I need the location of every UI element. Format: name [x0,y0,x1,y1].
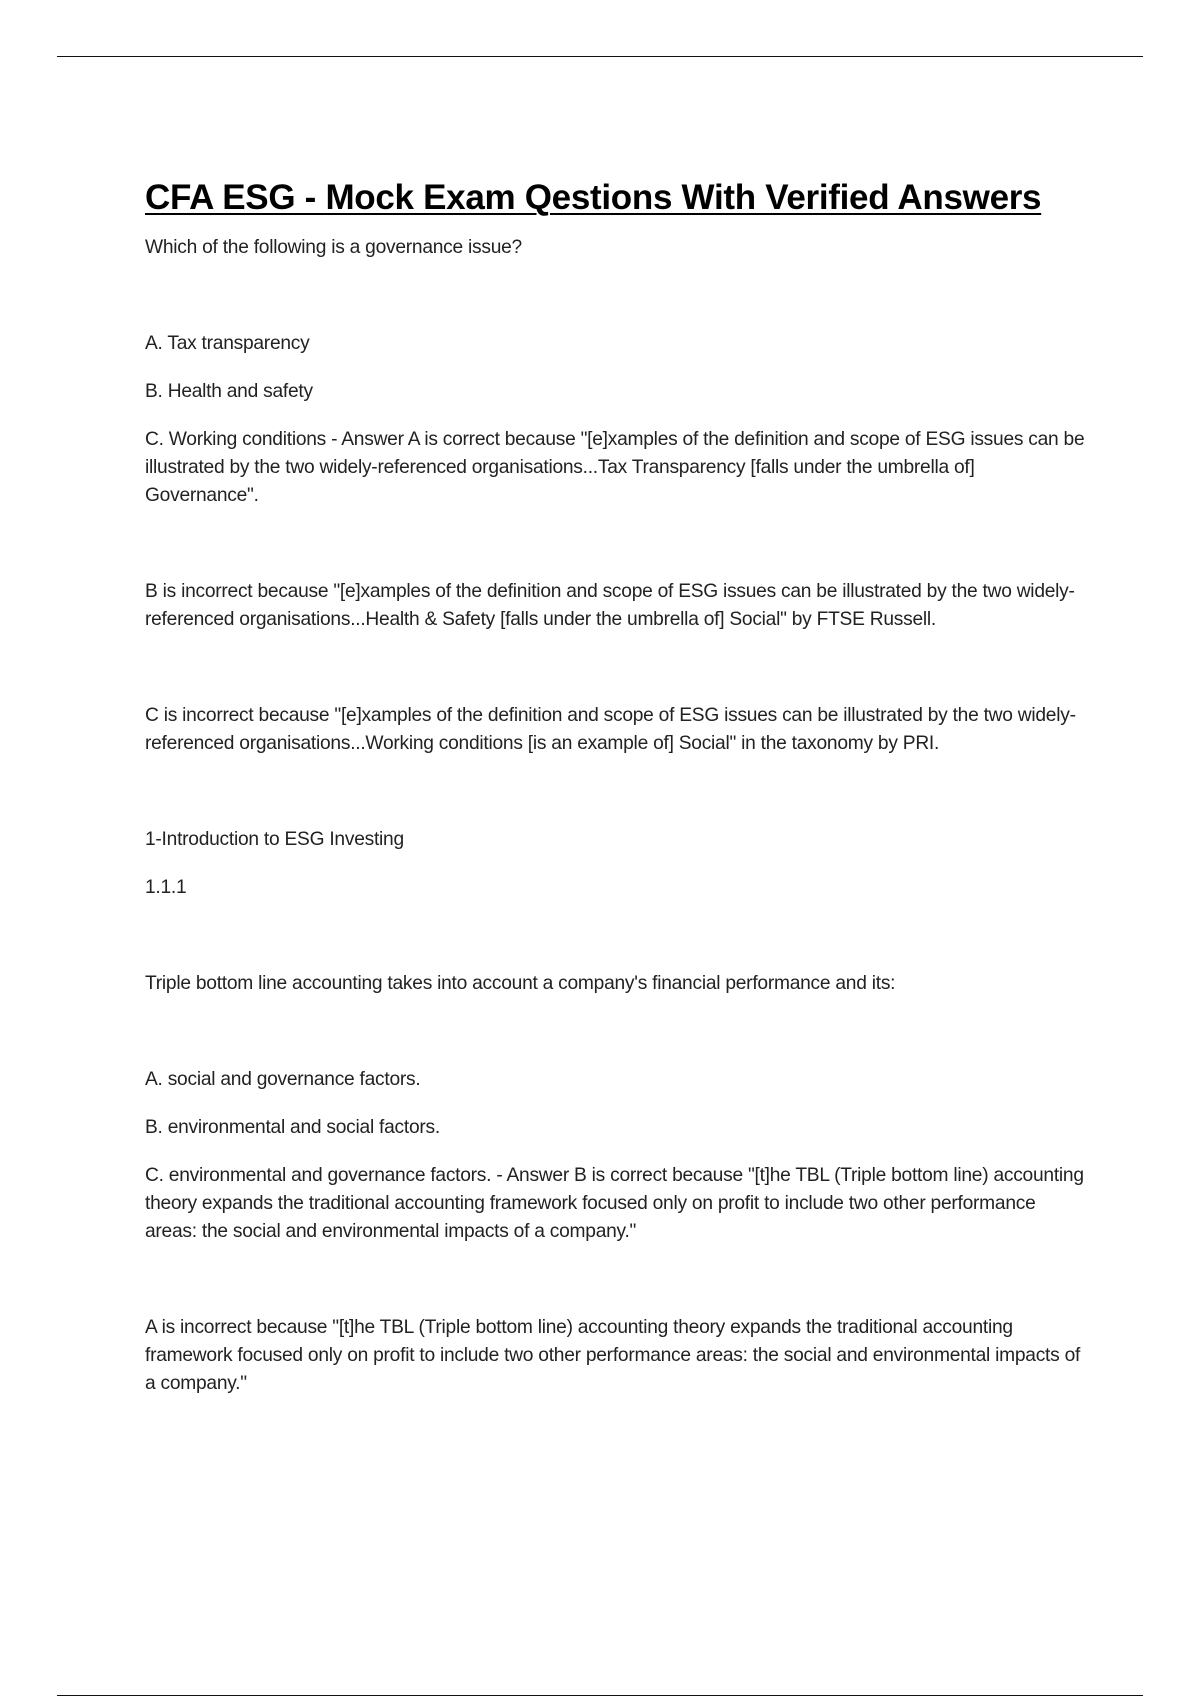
header-rule [57,56,1143,57]
question-2-option-c-answer: C. environmental and governance factors. - Answer B is correct because "[t]he TBL (Triple bottom line) accounting theory expands the traditional accounting framework focused only on profit to include two other performance areas: the social and environmental impacts of a company." [145,1165,1084,1242]
question-2-option-b: B. environmental and social factors. [145,1117,440,1138]
question-2-explanation-a: A is incorrect because "[t]he TBL (Triple bottom line) accounting theory expands the traditional accounting framework focused only on profit to include two other performance areas: the social and environmental impacts of a company." [145,1317,1081,1394]
document-body [145,178,1085,1398]
question-1-explanation-b: B is incorrect because "[e]xamples of the definition and scope of ESG issues can be illustrated by the two widely-referenced organisations...Health & Safety [falls under the umbrella of] Social" by FTSE Russell. [145,581,1075,630]
document-title: CFA ESG - Mock Exam Qestions With Verified Answers [145,178,1042,217]
question-1-explanation-c: C is incorrect because "[e]xamples of the definition and scope of ESG issues can be illustrated by the two widely-referenced organisations...Working conditions [is an example of] Social" in the taxonomy by PRI. [145,705,1076,754]
footer-rule [57,1695,1143,1696]
question-2-text: Triple bottom line accounting takes into account a company's financial performance and its: [145,973,896,994]
question-2-option-a: A. social and governance factors. [145,1069,421,1090]
question-1-option-b: B. Health and safety [145,381,313,402]
question-1-option-a: A. Tax transparency [145,333,310,354]
question-1-reference: 1.1.1 [145,877,187,898]
question-1-option-c-answer: C. Working conditions - Answer A is correct because "[e]xamples of the definition and scope of ESG issues can be illustrated by the two widely-referenced organisations...Tax Transparency [falls under the umbrella of] Governance". [145,429,1085,506]
question-1-topic: 1-Introduction to ESG Investing [145,829,404,850]
question-1-text: Which of the following is a governance issue? [145,237,522,258]
